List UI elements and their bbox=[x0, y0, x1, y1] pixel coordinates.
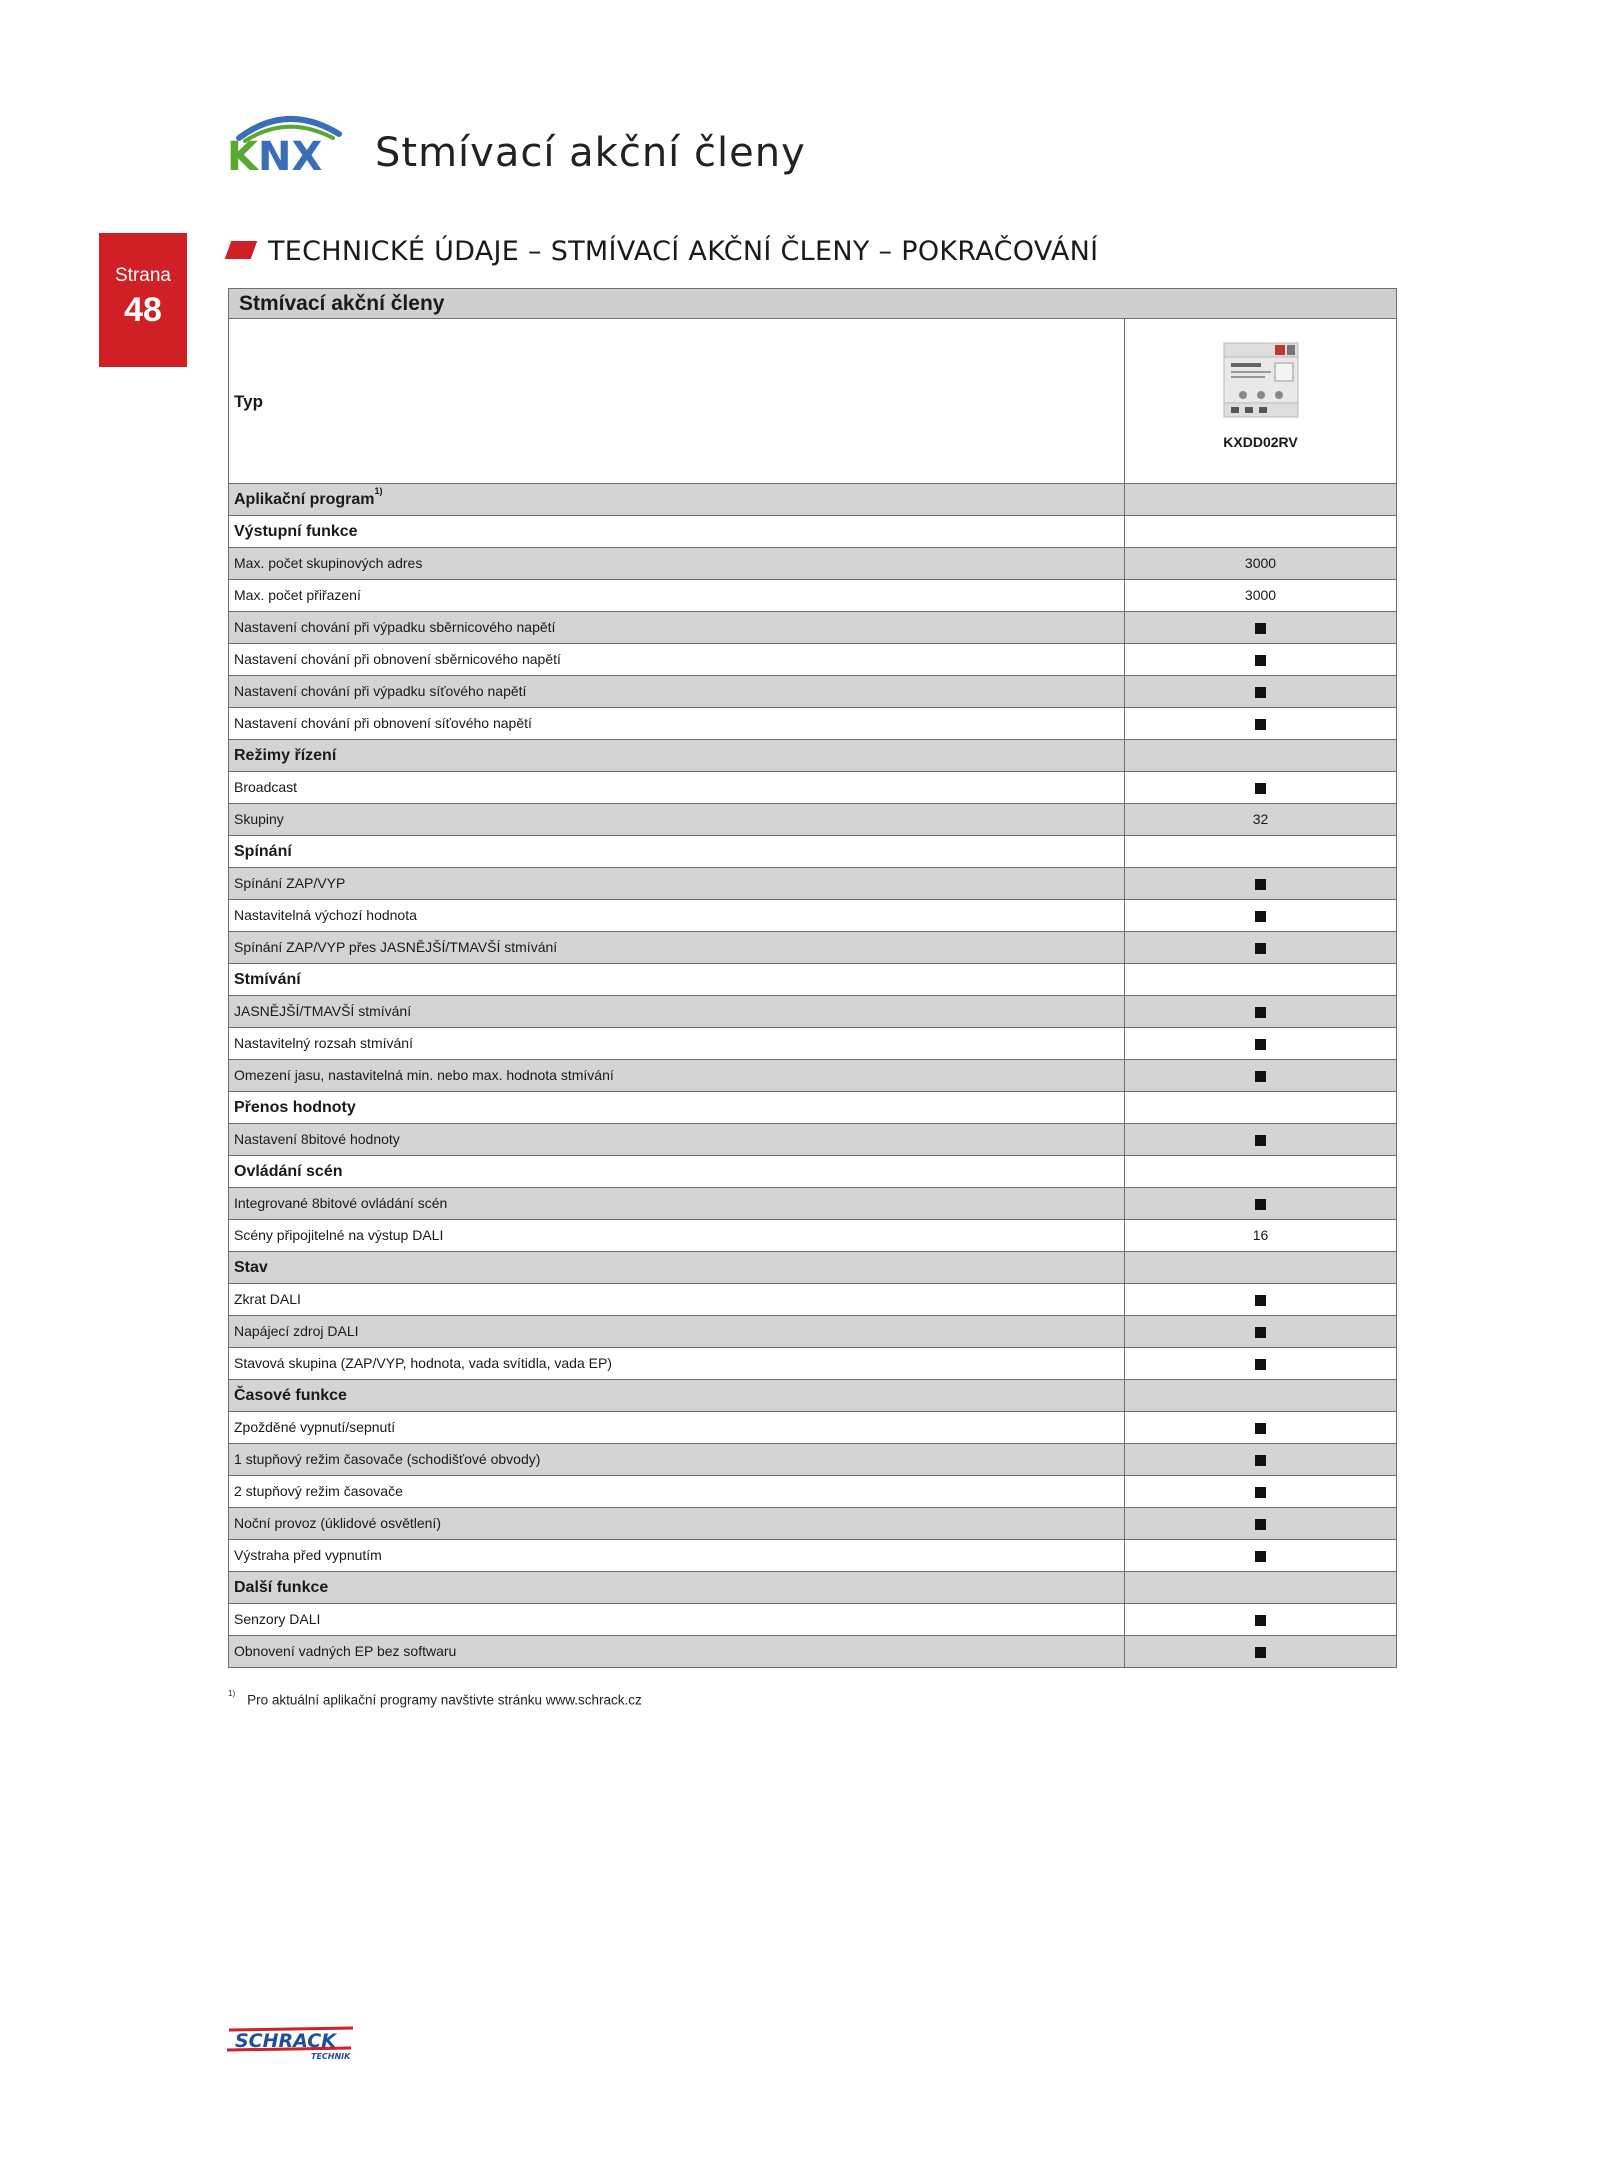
feature-value bbox=[1125, 1092, 1397, 1124]
feature-value bbox=[1125, 1636, 1397, 1668]
feature-value bbox=[1125, 676, 1397, 708]
page-number: 48 bbox=[124, 291, 162, 329]
feature-value bbox=[1125, 1444, 1397, 1476]
table-row bbox=[229, 548, 1397, 580]
feature-label: Obnovení vadných EP bez softwaru bbox=[229, 1636, 1125, 1668]
category-label: Stmívání bbox=[229, 964, 1125, 996]
table-row bbox=[229, 804, 1397, 836]
app-program-label bbox=[229, 484, 1125, 516]
available-square-icon bbox=[1255, 1359, 1266, 1370]
feature-value: 3000 bbox=[1125, 580, 1397, 612]
category-label: Ovládání scén bbox=[229, 1156, 1125, 1188]
feature-value bbox=[1125, 644, 1397, 676]
table-row bbox=[229, 772, 1397, 804]
table-row bbox=[229, 1412, 1397, 1444]
table-row bbox=[229, 1284, 1397, 1316]
feature-value bbox=[1125, 1188, 1397, 1220]
feature-label: Skupiny bbox=[229, 804, 1125, 836]
table-row bbox=[229, 1476, 1397, 1508]
category-row bbox=[229, 1092, 1397, 1124]
type-row bbox=[229, 319, 1397, 484]
table-row bbox=[229, 932, 1397, 964]
category-label: Spínání bbox=[229, 836, 1125, 868]
product-cell bbox=[1125, 319, 1397, 484]
feature-label: Nastavitelná výchozí hodnota bbox=[229, 900, 1125, 932]
feature-label: Noční provoz (úklidové osvětlení) bbox=[229, 1508, 1125, 1540]
feature-value bbox=[1125, 836, 1397, 868]
table-row bbox=[229, 644, 1397, 676]
available-square-icon bbox=[1255, 911, 1266, 922]
section-heading bbox=[228, 236, 1098, 267]
feature-value bbox=[1125, 900, 1397, 932]
table-row bbox=[229, 1540, 1397, 1572]
section-marker-icon bbox=[225, 241, 258, 259]
available-square-icon bbox=[1255, 879, 1266, 890]
available-square-icon bbox=[1255, 1519, 1266, 1530]
svg-text:KNX: KNX bbox=[227, 134, 323, 174]
feature-label: Nastavení chování při výpadku síťového napětí bbox=[229, 676, 1125, 708]
available-square-icon bbox=[1255, 719, 1266, 730]
table-row bbox=[229, 868, 1397, 900]
table-row bbox=[229, 1124, 1397, 1156]
feature-label: Senzory DALI bbox=[229, 1604, 1125, 1636]
knx-logo bbox=[225, 108, 355, 174]
category-label: Režimy řízení bbox=[229, 740, 1125, 772]
feature-label: Omezení jasu, nastavitelná min. nebo max. hodnota stmívání bbox=[229, 1060, 1125, 1092]
app-program-value bbox=[1125, 484, 1397, 516]
feature-label: Nastavení 8bitové hodnoty bbox=[229, 1124, 1125, 1156]
feature-value bbox=[1125, 1348, 1397, 1380]
table-row bbox=[229, 676, 1397, 708]
page-number-tab bbox=[99, 233, 187, 367]
page-title: Stmívací akční členy bbox=[375, 130, 806, 176]
available-square-icon bbox=[1255, 1455, 1266, 1466]
feature-label: Max. počet přiřazení bbox=[229, 580, 1125, 612]
app-program-text: Aplikační program bbox=[234, 491, 375, 508]
feature-label: 2 stupňový režim časovače bbox=[229, 1476, 1125, 1508]
feature-value bbox=[1125, 868, 1397, 900]
feature-value bbox=[1125, 932, 1397, 964]
feature-label: Výstraha před vypnutím bbox=[229, 1540, 1125, 1572]
feature-label: Zpožděné vypnutí/sepnutí bbox=[229, 1412, 1125, 1444]
feature-label: 1 stupňový režim časovače (schodišťové obvody) bbox=[229, 1444, 1125, 1476]
category-row bbox=[229, 836, 1397, 868]
category-label: Přenos hodnoty bbox=[229, 1092, 1125, 1124]
table-row bbox=[229, 1316, 1397, 1348]
feature-value bbox=[1125, 1316, 1397, 1348]
table-row bbox=[229, 1028, 1397, 1060]
category-row bbox=[229, 1572, 1397, 1604]
feature-label: Max. počet skupinových adres bbox=[229, 548, 1125, 580]
available-square-icon bbox=[1255, 1071, 1266, 1082]
feature-label: Stavová skupina (ZAP/VYP, hodnota, vada svítidla, vada EP) bbox=[229, 1348, 1125, 1380]
category-row bbox=[229, 1156, 1397, 1188]
feature-value bbox=[1125, 1508, 1397, 1540]
product-model: KXDD02RV bbox=[1223, 434, 1298, 450]
available-square-icon bbox=[1255, 1039, 1266, 1050]
category-row bbox=[229, 1252, 1397, 1284]
feature-value bbox=[1125, 1124, 1397, 1156]
feature-value bbox=[1125, 612, 1397, 644]
available-square-icon bbox=[1255, 1423, 1266, 1434]
type-label: Typ bbox=[229, 319, 1125, 484]
available-square-icon bbox=[1255, 1327, 1266, 1338]
available-square-icon bbox=[1255, 1647, 1266, 1658]
feature-value bbox=[1125, 1380, 1397, 1412]
feature-label: Nastavitelný rozsah stmívání bbox=[229, 1028, 1125, 1060]
feature-value bbox=[1125, 1476, 1397, 1508]
feature-label: Spínání ZAP/VYP bbox=[229, 868, 1125, 900]
table-title-row bbox=[229, 289, 1397, 319]
feature-value bbox=[1125, 1540, 1397, 1572]
available-square-icon bbox=[1255, 623, 1266, 634]
table-row bbox=[229, 708, 1397, 740]
table-row bbox=[229, 1604, 1397, 1636]
table-row bbox=[229, 996, 1397, 1028]
schrack-logo-sub: TECHNIK bbox=[311, 2052, 351, 2061]
category-label: Stav bbox=[229, 1252, 1125, 1284]
category-row bbox=[229, 964, 1397, 996]
footnote-text: Pro aktuální aplikační programy navštivte stránku www.schrack.cz bbox=[247, 1692, 642, 1708]
feature-label: JASNĚJŠÍ/TMAVŠÍ stmívání bbox=[229, 996, 1125, 1028]
table-row bbox=[229, 612, 1397, 644]
app-program-row bbox=[229, 484, 1397, 516]
feature-value bbox=[1125, 1028, 1397, 1060]
category-row bbox=[229, 740, 1397, 772]
category-label: Výstupní funkce bbox=[229, 516, 1125, 548]
table-row bbox=[229, 1348, 1397, 1380]
available-square-icon bbox=[1255, 1295, 1266, 1306]
table-row bbox=[229, 1220, 1397, 1252]
category-label: Další funkce bbox=[229, 1572, 1125, 1604]
table-row bbox=[229, 1444, 1397, 1476]
feature-label: Spínání ZAP/VYP přes JASNĚJŠÍ/TMAVŠÍ stmívání bbox=[229, 932, 1125, 964]
feature-value bbox=[1125, 708, 1397, 740]
category-label: Časové funkce bbox=[229, 1380, 1125, 1412]
footnote bbox=[228, 1689, 642, 1708]
feature-label: Broadcast bbox=[229, 772, 1125, 804]
feature-label: Nastavení chování při obnovení sběrnicového napětí bbox=[229, 644, 1125, 676]
feature-value bbox=[1125, 1604, 1397, 1636]
dali-gateway-device-image bbox=[1221, 339, 1301, 421]
table-row bbox=[229, 1188, 1397, 1220]
category-row bbox=[229, 1380, 1397, 1412]
feature-value bbox=[1125, 1412, 1397, 1444]
feature-value bbox=[1125, 1252, 1397, 1284]
feature-value: 3000 bbox=[1125, 548, 1397, 580]
available-square-icon bbox=[1255, 1551, 1266, 1562]
feature-label: Scény připojitelné na výstup DALI bbox=[229, 1220, 1125, 1252]
available-square-icon bbox=[1255, 687, 1266, 698]
schrack-logo bbox=[225, 2022, 357, 2062]
feature-value bbox=[1125, 1572, 1397, 1604]
available-square-icon bbox=[1255, 1487, 1266, 1498]
table-title: Stmívací akční členy bbox=[229, 289, 1397, 319]
available-square-icon bbox=[1255, 943, 1266, 954]
footnote-marker: 1) bbox=[228, 1689, 236, 1698]
feature-label: Nastavení chování při obnovení síťového napětí bbox=[229, 708, 1125, 740]
table-row bbox=[229, 580, 1397, 612]
feature-value: 16 bbox=[1125, 1220, 1397, 1252]
feature-value bbox=[1125, 1060, 1397, 1092]
feature-value bbox=[1125, 964, 1397, 996]
feature-value bbox=[1125, 516, 1397, 548]
table-row bbox=[229, 900, 1397, 932]
available-square-icon bbox=[1255, 1135, 1266, 1146]
available-square-icon bbox=[1255, 1007, 1266, 1018]
spec-table bbox=[228, 288, 1397, 1668]
category-row bbox=[229, 516, 1397, 548]
feature-label: Napájecí zdroj DALI bbox=[229, 1316, 1125, 1348]
feature-value bbox=[1125, 1284, 1397, 1316]
feature-value bbox=[1125, 740, 1397, 772]
table-row bbox=[229, 1636, 1397, 1668]
feature-value bbox=[1125, 1156, 1397, 1188]
feature-label: Nastavení chování při výpadku sběrnicového napětí bbox=[229, 612, 1125, 644]
table-row bbox=[229, 1060, 1397, 1092]
available-square-icon bbox=[1255, 1615, 1266, 1626]
available-square-icon bbox=[1255, 1199, 1266, 1210]
footnote-ref: 1) bbox=[374, 485, 383, 496]
schrack-logo-name: SCHRACK bbox=[235, 2030, 336, 2052]
available-square-icon bbox=[1255, 783, 1266, 794]
feature-value bbox=[1125, 772, 1397, 804]
feature-value: 32 bbox=[1125, 804, 1397, 836]
section-heading-text: TECHNICKÉ ÚDAJE – STMÍVACÍ AKČNÍ ČLENY – POKRAČOVÁNÍ bbox=[268, 236, 1099, 267]
page-tab-label: Strana bbox=[115, 265, 171, 286]
table-row bbox=[229, 1508, 1397, 1540]
feature-value bbox=[1125, 996, 1397, 1028]
feature-label: Integrované 8bitové ovládání scén bbox=[229, 1188, 1125, 1220]
feature-label: Zkrat DALI bbox=[229, 1284, 1125, 1316]
available-square-icon bbox=[1255, 655, 1266, 666]
